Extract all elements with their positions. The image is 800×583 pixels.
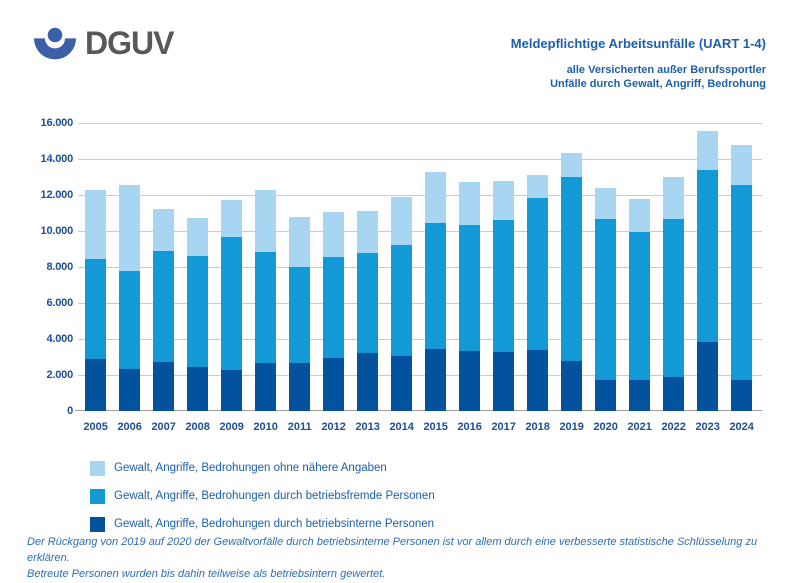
bar-2023	[697, 131, 718, 411]
bar-2024	[731, 145, 752, 411]
bar-segment	[697, 131, 718, 170]
bar-segment	[493, 181, 514, 221]
bar-segment	[221, 200, 242, 237]
bar-segment	[187, 218, 208, 257]
bar-segment	[357, 353, 378, 412]
bar-segment	[459, 182, 480, 224]
y-tick-label: 8.000	[46, 260, 73, 273]
chart-subtitle-2: Unfälle durch Gewalt, Angriff, Bedrohung	[550, 77, 766, 90]
legend-swatch	[90, 489, 105, 504]
legend-label: Gewalt, Angriffe, Bedrohungen durch betriebsinterne Personen	[114, 518, 435, 530]
x-tick-label: 2011	[287, 421, 312, 433]
bar-segment	[323, 358, 344, 411]
bar-segment	[629, 199, 650, 232]
bar-segment	[221, 237, 242, 369]
bar-segment	[153, 209, 174, 250]
bar-segment	[459, 225, 480, 351]
bar-segment	[255, 252, 276, 364]
bar-2007	[153, 209, 174, 411]
bar-segment	[85, 259, 106, 359]
bar-segment	[119, 185, 140, 271]
gridline	[78, 303, 762, 304]
x-tick-label: 2021	[627, 421, 652, 433]
dguv-logo-text: DGUV	[85, 25, 174, 61]
bar-segment	[425, 172, 446, 223]
x-tick-label: 2010	[253, 421, 278, 433]
bar-segment	[85, 359, 106, 411]
y-tick-label: 6.000	[46, 296, 73, 309]
bar-segment	[119, 369, 140, 411]
bar-segment	[561, 177, 582, 361]
x-tick-label: 2012	[321, 421, 346, 433]
bar-segment	[663, 177, 684, 219]
bar-segment	[187, 256, 208, 367]
bar-segment	[289, 363, 310, 411]
bar-segment	[629, 380, 650, 411]
bar-segment	[493, 220, 514, 351]
bar-segment	[153, 251, 174, 363]
y-tick-label: 14.000	[40, 152, 73, 165]
bar-segment	[221, 370, 242, 411]
x-tick-label: 2005	[83, 421, 108, 433]
bar-segment	[391, 356, 412, 411]
legend-label: Gewalt, Angriffe, Bedrohungen durch betriebsfremde Personen	[114, 490, 435, 502]
y-tick-label: 0	[67, 404, 73, 417]
bar-2005	[85, 190, 106, 411]
bar-segment	[357, 211, 378, 252]
x-tick-label: 2008	[185, 421, 210, 433]
bar-segment	[527, 198, 548, 350]
bar-2018	[527, 175, 548, 411]
legend	[90, 454, 435, 538]
plot-area	[78, 123, 762, 411]
bar-2012	[323, 212, 344, 411]
x-tick-label: 2014	[389, 421, 414, 433]
bar-segment	[255, 190, 276, 252]
bar-segment	[323, 212, 344, 257]
legend-swatch	[90, 461, 105, 476]
gridline	[78, 267, 762, 268]
y-tick-label: 16.000	[40, 116, 73, 129]
x-tick-label: 2020	[593, 421, 618, 433]
bar-segment	[425, 223, 446, 349]
bar-segment	[493, 352, 514, 411]
bar-segment	[289, 217, 310, 267]
x-tick-label: 2018	[525, 421, 550, 433]
y-tick-label: 12.000	[40, 188, 73, 201]
bar-segment	[561, 153, 582, 177]
bar-2015	[425, 172, 446, 411]
gridline	[78, 159, 762, 160]
bar-segment	[153, 362, 174, 411]
bar-segment	[527, 350, 548, 411]
bar-segment	[323, 257, 344, 358]
chart-title: Meldepflichtige Arbeitsunfälle (UART 1-4)	[510, 36, 766, 51]
bar-segment	[187, 367, 208, 411]
bar-segment	[527, 175, 548, 198]
bar-2016	[459, 182, 480, 411]
gridline	[78, 375, 762, 376]
bar-2019	[561, 153, 582, 411]
legend-item	[90, 454, 435, 482]
legend-item	[90, 482, 435, 510]
bar-segment	[629, 232, 650, 381]
bar-segment	[561, 361, 582, 411]
bar-segment	[697, 342, 718, 411]
bar-segment	[595, 380, 616, 412]
bar-segment	[731, 185, 752, 380]
bar-2011	[289, 217, 310, 411]
bar-segment	[595, 188, 616, 220]
bar-2013	[357, 211, 378, 411]
x-axis-line	[75, 410, 762, 411]
bar-segment	[595, 219, 616, 379]
bar-segment	[663, 219, 684, 377]
footnote	[27, 534, 777, 582]
bar-segment	[731, 380, 752, 411]
x-tick-label: 2009	[219, 421, 244, 433]
bar-segment	[255, 363, 276, 411]
bar-2017	[493, 181, 514, 411]
bar-segment	[85, 190, 106, 259]
bar-segment	[391, 245, 412, 356]
gridline	[78, 339, 762, 340]
bar-2021	[629, 199, 650, 411]
bar-2014	[391, 197, 412, 411]
bar-2008	[187, 218, 208, 412]
bar-segment	[357, 253, 378, 353]
x-tick-label: 2022	[661, 421, 686, 433]
gridline	[78, 231, 762, 232]
bar-segment	[425, 349, 446, 411]
x-tick-label: 2006	[117, 421, 142, 433]
legend-swatch	[90, 517, 105, 532]
chart-subtitle-1: alle Versicherten außer Berufssportler	[566, 64, 766, 76]
y-tick-label: 10.000	[40, 224, 73, 237]
x-tick-label: 2023	[695, 421, 720, 433]
x-tick-label: 2024	[729, 421, 754, 433]
y-tick-label: 2.000	[46, 368, 73, 381]
bar-segment	[289, 267, 310, 363]
footnote-line-2: Betreute Personen wurden bis dahin teilweise als betriebsintern gewertet.	[27, 568, 386, 580]
bar-2009	[221, 200, 242, 411]
bar-segment	[459, 351, 480, 411]
bar-segment	[119, 271, 140, 369]
gridline	[78, 123, 762, 124]
bar-segment	[731, 145, 752, 186]
bar-segment	[391, 197, 412, 246]
x-tick-label: 2019	[559, 421, 584, 433]
bar-2020	[595, 188, 616, 411]
bar-2006	[119, 185, 140, 411]
gridline	[78, 195, 762, 196]
x-tick-label: 2017	[491, 421, 516, 433]
bar-segment	[663, 377, 684, 411]
y-tick-label: 4.000	[46, 332, 73, 345]
bar-2010	[255, 190, 276, 411]
legend-label: Gewalt, Angriffe, Bedrohungen ohne nähere Angaben	[114, 462, 387, 474]
x-tick-label: 2013	[355, 421, 380, 433]
x-tick-label: 2015	[423, 421, 448, 433]
bar-segment	[697, 170, 718, 342]
x-tick-label: 2007	[151, 421, 176, 433]
x-tick-label: 2016	[457, 421, 482, 433]
footnote-line-1: Der Rückgang von 2019 auf 2020 der Gewaltvorfälle durch betriebsinterne Personen ist vor allem durch eine verbesserte statistische Schlüsselung zu erklären.	[27, 536, 758, 564]
bar-2022	[663, 177, 684, 411]
